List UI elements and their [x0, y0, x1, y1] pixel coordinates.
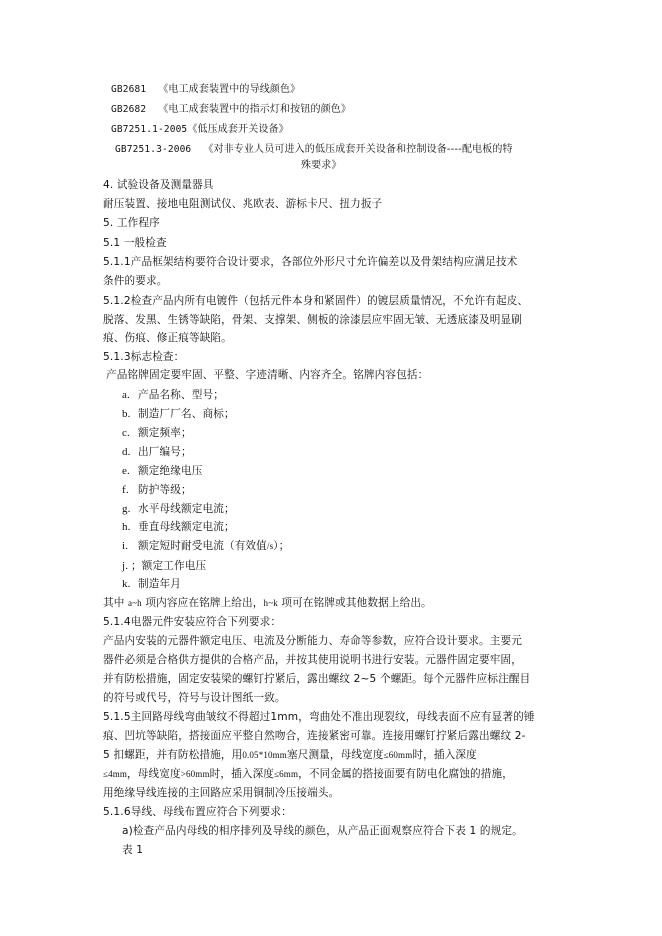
- list-text: 制造厂厂名、商标；: [138, 408, 235, 420]
- standard-code: GB7251.1-2005: [111, 124, 188, 135]
- paragraph-5-1-5: 用绝缘导线连接的主回路应采用铜制冷压接端头。: [103, 787, 340, 799]
- list-text: 防护等级；: [138, 484, 192, 496]
- text-run: 时，插入深度: [209, 768, 275, 780]
- nameplate-intro: 产品铭牌固定要牢固、平整、字迹清晰、内容齐全。铭牌内容包括：: [106, 369, 429, 381]
- standard-title: 《低压成套开关设备》: [187, 124, 289, 135]
- standard-gb7251-3: [115, 143, 513, 157]
- measurement: ≤60mm: [383, 750, 413, 760]
- paragraph-5-1-4: 产品内安装的元器件额定电压、电流及分断能力、寿命等参数，应符合设计要求。主要元: [103, 635, 523, 647]
- list-item: [122, 577, 181, 591]
- list-item: [122, 539, 289, 553]
- section-5-1-3-heading: 5.1.3标志检查：: [103, 351, 185, 363]
- section-5-heading: 5. 工作程序: [103, 217, 160, 229]
- paragraph-5-1-5: 5.1.5主回路母线弯曲皱纹不得超过1mm，弯曲处不准出现裂纹，母线表面不应有显著的锤: [103, 711, 535, 723]
- paragraph-5-1-4: 并有防松措施，固定安装梁的螺钉拧紧后，露出螺纹 2~5 个螺距。每个元器件应标注醒目: [103, 673, 531, 685]
- paragraph-5-1-4: 的符号或代号，符号与设计图纸一致。: [103, 692, 286, 704]
- standard-gb2682: [111, 103, 351, 117]
- section-4-heading: 4. 试验设备及测量器具: [103, 179, 214, 191]
- list-item: [122, 520, 235, 534]
- paragraph-5-1-2: 脱落、发黑、生锈等缺陷，骨架、支撑架、侧板的涂漆层应牢固无皱、无透底漆及明显刷: [103, 314, 523, 326]
- list-text: ；额定工作电压: [131, 560, 207, 572]
- list-marker: f.: [122, 484, 129, 496]
- list-item: [122, 464, 202, 478]
- list-item: [122, 502, 235, 516]
- nameplate-note: [103, 596, 432, 610]
- paragraph-5-1-4: 器件必须是合格供方提供的合格产品，并按其使用说明书进行安装。元器件固定要牢固，: [103, 654, 523, 666]
- list-marker: c.: [122, 427, 130, 439]
- list-marker: j.: [122, 560, 129, 572]
- paragraph-5-1-1: 条件的要求。: [103, 275, 168, 287]
- unit-subscript: /s: [266, 541, 274, 551]
- list-marker: g.: [122, 503, 131, 515]
- paragraph-5-1-6-a: a)检查产品内母线的相序排列及导线的颜色，从产品正面观察应符合下表 1 的规定。: [122, 825, 523, 837]
- text-run: 时，插入深度: [412, 749, 477, 761]
- paragraph-5-1-2: 痕、伤痕、修正痕等缺陷。: [103, 332, 232, 344]
- measurement: 0.05*10mm: [242, 750, 287, 760]
- section-5-1-6-heading: 5.1.6导线、母线布置应符合下列要求：: [103, 806, 292, 818]
- list-item: [122, 407, 235, 421]
- text-run: 塞尺测量，母线宽度: [286, 749, 384, 761]
- text-run: ，母线宽度: [127, 768, 181, 780]
- list-item: [122, 559, 206, 573]
- section-5-1-4-heading: 5.1.4电器元件安装应符合下列要求：: [103, 616, 282, 628]
- standard-code: GB2681: [111, 84, 147, 95]
- list-text-after: ）；: [273, 540, 290, 552]
- paragraph-5-1-5: [103, 748, 477, 762]
- paragraph-5-1-5: [103, 767, 513, 781]
- standard-title: 《电工成套装置中的指示灯和按钮的颜色》: [158, 104, 352, 115]
- text-run: 5 扣螺距，并有防松措施，用: [103, 749, 243, 761]
- note-range: a~h: [128, 598, 142, 608]
- note-range: h~k: [263, 598, 278, 608]
- list-text: 额定短时耐受电流（有效值: [138, 540, 267, 552]
- standard-title: 《对非专业人员可进入的低压成套开关设备和控制设备----配电板的特: [203, 144, 513, 155]
- measurement: ≤6mm: [274, 769, 299, 779]
- paragraph-5-1-2: 5.1.2检查产品内所有电镀件（包括元件本身和紧固件）的镀层质量情况，不允许有起皮、: [103, 295, 529, 307]
- list-marker: d.: [122, 446, 131, 458]
- list-text: 垂直母线额定电流；: [138, 521, 235, 533]
- measurement: ≤4mm: [103, 769, 128, 779]
- list-marker: i.: [122, 540, 129, 552]
- list-marker: h.: [122, 521, 131, 533]
- standard-code: GB7251.3-2006: [115, 144, 192, 155]
- list-text: 水平母线额定电流；: [138, 503, 235, 515]
- list-item: [122, 388, 224, 402]
- paragraph-5-1-5: 痕、凹坑等缺陷，搭接面应平整自然吻合，连接紧密可靠。连接用螺钉拧紧后露出螺纹 2-: [103, 730, 526, 742]
- standard-code: GB2682: [111, 104, 147, 115]
- list-text: 额定绝缘电压: [138, 465, 203, 477]
- list-marker: a.: [122, 389, 130, 401]
- list-text: 产品名称、型号；: [138, 389, 224, 401]
- list-marker: e.: [122, 465, 130, 477]
- measurement: >60mm: [180, 769, 210, 779]
- table-label: 表 1: [122, 844, 144, 856]
- section-5-1-heading: 5.1 一般检查: [103, 237, 167, 249]
- equipment-list: 耐压装置、接地电阻测试仪、兆欧表、游标卡尺、扭力扳子: [103, 198, 383, 210]
- list-item: [122, 483, 192, 497]
- list-item: [122, 426, 192, 440]
- standard-gb7251-1: [111, 123, 289, 137]
- standard-gb2681: [111, 83, 300, 97]
- list-text: 额定频率；: [138, 427, 192, 439]
- text-run: ，不同金属的搭接面要有防电化腐蚀的措施，: [298, 768, 513, 780]
- list-marker: b.: [122, 408, 131, 420]
- note-text: 项内容应在铭牌上给出，: [141, 597, 264, 609]
- list-item: [122, 445, 192, 459]
- paragraph-5-1-1: 5.1.1产品框架结构要符合设计要求，各部位外形尺寸允许偏差以及骨架结构应满足技术: [103, 256, 518, 268]
- standard-title-continuation: 殊要求》: [301, 160, 342, 171]
- list-marker: k.: [122, 578, 131, 590]
- list-text: 出厂编号；: [138, 446, 192, 458]
- standard-title: 《电工成套装置中的导线颜色》: [158, 84, 301, 95]
- note-text: 其中: [103, 597, 129, 609]
- list-text: 制造年月: [138, 578, 181, 590]
- note-text: 项可在铭牌或其他数据上给出。: [277, 597, 432, 609]
